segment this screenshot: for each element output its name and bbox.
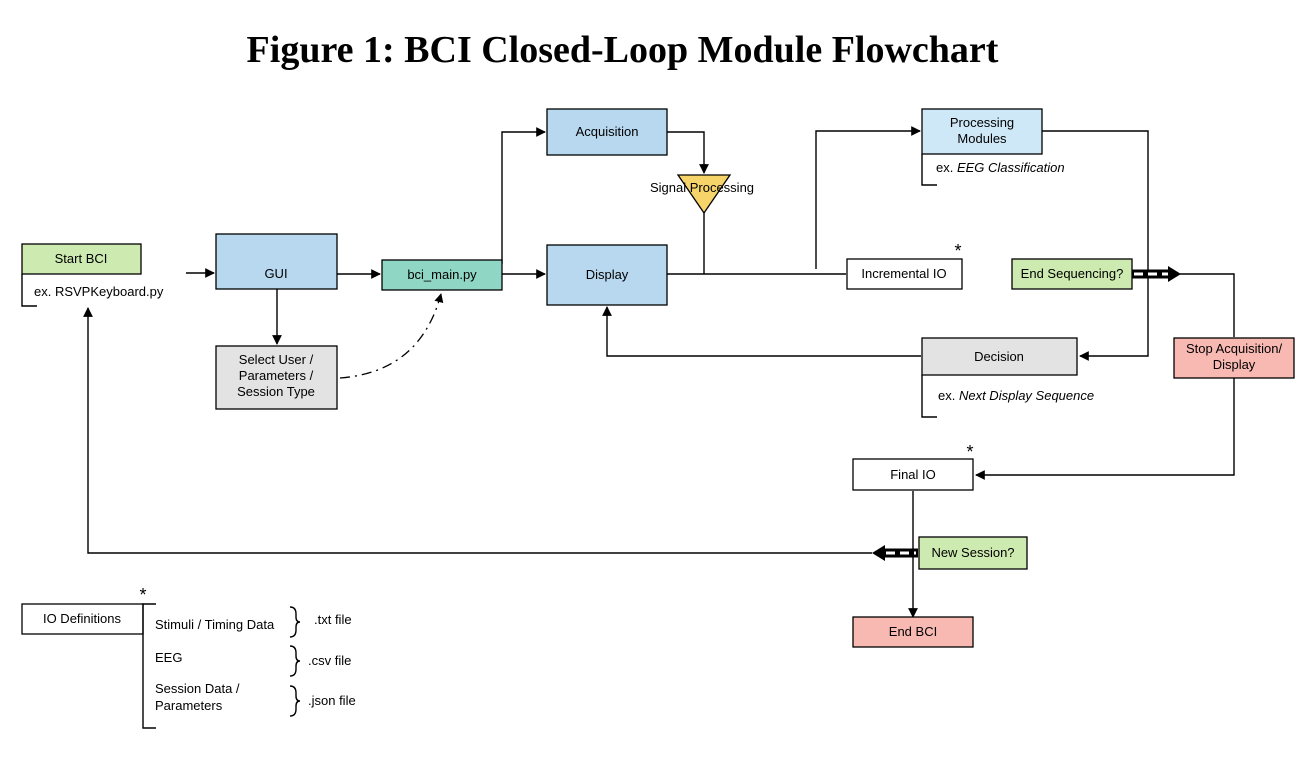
stop-acq-line2: Display (1212, 357, 1256, 372)
select-user-node[interactable] (216, 346, 337, 409)
start-bci-node[interactable] (22, 244, 141, 274)
end-sequencing-label: End Sequencing? (1020, 266, 1124, 281)
end-sequencing-node[interactable] (1012, 259, 1132, 289)
gui-label: GUI (264, 266, 288, 281)
arrow-acquisition-to-signal (667, 132, 704, 173)
incremental-io-label: Incremental IO (861, 266, 947, 281)
bci-main-label: bci_main.py (407, 267, 477, 282)
processing-modules-node[interactable] (922, 109, 1042, 154)
arrow-decision-to-display (607, 307, 921, 356)
line-endseq-to-stop (1180, 274, 1234, 337)
start-bci-label: Start BCI (54, 251, 108, 266)
io-brace-3 (290, 686, 300, 716)
new-session-connector (872, 545, 918, 561)
incremental-io-asterisk: * (954, 241, 962, 261)
figure-title: Figure 1: BCI Closed-Loop Module Flowchart (246, 29, 999, 71)
start-note-text: ex. RSVPKeyboard.py (34, 284, 164, 299)
select-user-line3: Session Type (237, 384, 315, 399)
end-sequencing-connector (1132, 266, 1181, 282)
final-io-label: Final IO (890, 467, 936, 482)
io-item-stimuli: Stimuli / Timing Data (155, 617, 275, 632)
io-item-session-line2: Parameters (155, 698, 223, 713)
signal-processing-label: Signal Processing (649, 180, 755, 195)
acquisition-label: Acquisition (575, 124, 639, 139)
decision-node[interactable] (922, 338, 1077, 375)
processing-line2: Modules (957, 131, 1007, 146)
start-bci-note (22, 274, 164, 306)
arrow-newsession-to-start (88, 308, 872, 553)
new-session-node[interactable] (919, 537, 1027, 569)
end-bci-node[interactable] (853, 617, 973, 647)
select-user-line2: Parameters / (238, 368, 314, 383)
decision-label: Decision (974, 349, 1024, 364)
processing-note-text: ex. EEG Classification (936, 160, 1065, 175)
decision-note-text: ex. Next Display Sequence (938, 388, 1095, 403)
io-item-eeg: EEG (155, 650, 183, 665)
select-user-line1: Select User / (238, 352, 314, 367)
io-brace-1 (290, 607, 300, 637)
io-file-json: .json file (308, 693, 356, 708)
io-definitions-asterisk: * (139, 585, 147, 605)
io-file-txt: .txt file (314, 612, 352, 627)
end-bci-label: End BCI (888, 624, 938, 639)
new-session-label: New Session? (931, 545, 1015, 560)
io-definitions-label: IO Definitions (42, 611, 122, 626)
processing-note (922, 154, 1065, 185)
io-file-csv: .csv file (308, 653, 352, 668)
io-item-session-line1: Session Data / (155, 681, 240, 696)
stop-acq-line1: Stop Acquisition/ (1185, 341, 1283, 356)
display-node[interactable] (547, 245, 667, 305)
decision-note (922, 375, 1094, 417)
arrow-main-to-acquisition (502, 132, 545, 264)
gui-node[interactable] (216, 234, 337, 289)
io-brace-2 (290, 646, 300, 676)
acquisition-node[interactable] (547, 109, 667, 155)
display-label: Display (585, 267, 629, 282)
arrow-select-to-main (340, 294, 441, 378)
incremental-io-node[interactable] (847, 259, 962, 289)
final-io-asterisk: * (966, 442, 974, 462)
bci-main-node[interactable] (382, 260, 502, 290)
stop-acquisition-node[interactable] (1174, 338, 1294, 378)
arrow-to-processing (816, 131, 920, 269)
final-io-node[interactable] (853, 459, 973, 490)
signal-processing-node[interactable] (650, 175, 754, 213)
io-definitions-legend (22, 585, 356, 728)
processing-line1: Processing (949, 115, 1015, 130)
